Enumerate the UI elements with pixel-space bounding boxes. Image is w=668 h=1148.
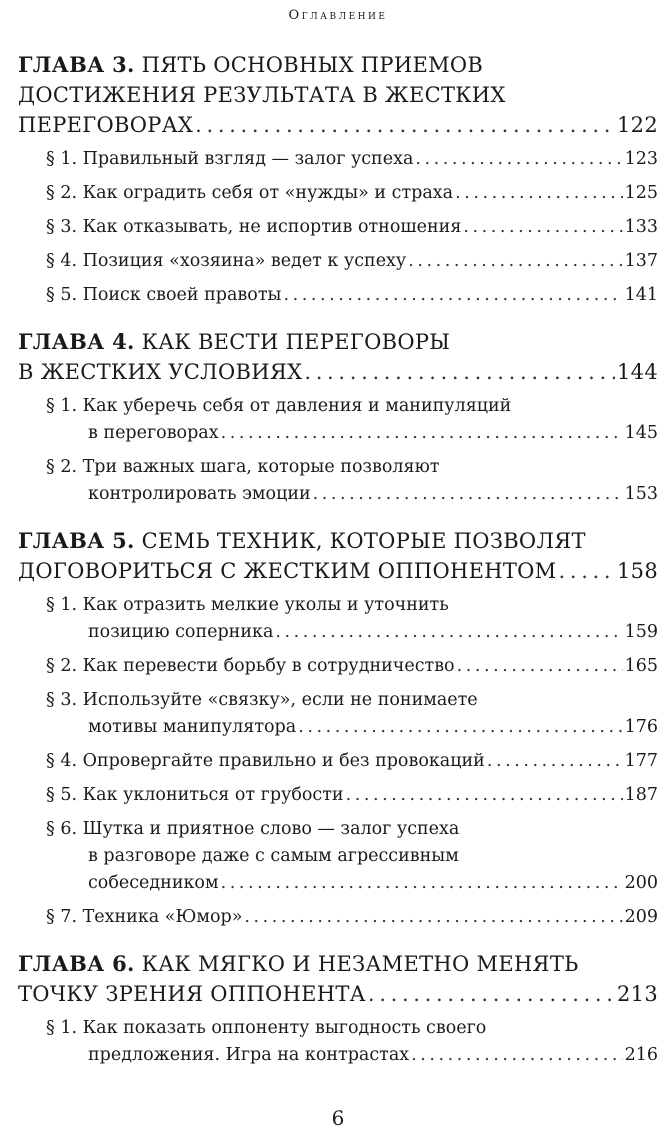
section-title-text: Как уберечь себя от давления и манипуляций bbox=[82, 396, 512, 416]
section-title-text: Как перевести борьбу в сотрудничество bbox=[82, 656, 455, 676]
chapter-entry bbox=[18, 50, 658, 309]
section-number: § 5. bbox=[46, 785, 78, 805]
chapter-page: 158 bbox=[617, 559, 658, 583]
chapter-title-text: ДОГОВОРИТЬСЯ С ЖЕСТКИМ ОППОНЕНТОМ bbox=[18, 559, 557, 583]
chapter-label: ГЛАВА 3. bbox=[18, 52, 135, 77]
section-number: § 4. bbox=[46, 751, 78, 771]
section-line bbox=[18, 1015, 658, 1042]
section-number: § 6. bbox=[46, 819, 78, 839]
section-entry bbox=[18, 782, 658, 809]
chapter-title-line bbox=[18, 110, 658, 140]
section-line bbox=[18, 393, 658, 420]
section-entry bbox=[18, 1015, 658, 1069]
dot-leader bbox=[346, 782, 623, 809]
section-title-text: в разговоре даже с самым агрессивным bbox=[88, 846, 459, 866]
section-number: § 3. bbox=[46, 690, 78, 710]
section-entry bbox=[18, 653, 658, 680]
section-page: 176 bbox=[624, 717, 658, 737]
chapter-page: 122 bbox=[617, 113, 658, 137]
section-line bbox=[18, 782, 658, 809]
dot-leader bbox=[487, 748, 623, 775]
dot-leader bbox=[455, 180, 623, 207]
section-line bbox=[18, 748, 658, 775]
chapter-page: 144 bbox=[617, 360, 658, 384]
section-title-text: Техника «Юмор» bbox=[82, 907, 243, 927]
section-title-text: предложения. Игра на контрастах bbox=[88, 1045, 410, 1065]
section-line bbox=[18, 282, 658, 309]
section-line bbox=[18, 146, 658, 173]
section-page: 137 bbox=[624, 251, 658, 271]
section-title-text: Как уклониться от грубости bbox=[82, 785, 344, 805]
section-title-text: Как оградить себя от «нужды» и страха bbox=[82, 183, 454, 203]
section-page: 216 bbox=[624, 1045, 658, 1065]
section-title-text: Как отразить мелкие уколы и уточнить bbox=[82, 595, 449, 615]
section-list bbox=[18, 146, 658, 309]
section-number: § 5. bbox=[46, 285, 78, 305]
section-number: § 2. bbox=[46, 457, 78, 477]
chapter-title-text: ДОСТИЖЕНИЯ РЕЗУЛЬТАТА В ЖЕСТКИХ bbox=[18, 83, 506, 107]
dot-leader bbox=[244, 904, 622, 931]
section-line bbox=[18, 180, 658, 207]
section-entry bbox=[18, 592, 658, 646]
chapter-title-line bbox=[18, 949, 658, 979]
chapter-entry bbox=[18, 949, 658, 1069]
section-page: 133 bbox=[624, 217, 658, 237]
dot-leader bbox=[457, 653, 623, 680]
section-page: 187 bbox=[624, 785, 658, 805]
section-number: § 3. bbox=[46, 217, 78, 237]
section-line bbox=[18, 653, 658, 680]
chapter-title-line bbox=[18, 357, 658, 387]
section-number: § 1. bbox=[46, 595, 78, 615]
section-title-text: контролировать эмоции bbox=[88, 484, 311, 504]
chapter-title-line bbox=[18, 80, 658, 110]
section-page: 165 bbox=[624, 656, 658, 676]
section-title-text: Правильный взгляд — залог успеха bbox=[82, 149, 414, 169]
section-number: § 2. bbox=[46, 183, 78, 203]
dot-leader bbox=[463, 214, 622, 241]
table-of-contents bbox=[18, 50, 658, 1087]
section-number: § 7. bbox=[46, 907, 78, 927]
section-line bbox=[18, 214, 658, 241]
section-line bbox=[18, 619, 658, 646]
section-title-text: Позиция «хозяина» ведет к успеху bbox=[82, 251, 407, 271]
section-page: 123 bbox=[624, 149, 658, 169]
section-line bbox=[18, 248, 658, 275]
section-page: 153 bbox=[624, 484, 658, 504]
chapter-title-text: КАК ВЕСТИ ПЕРЕГОВОРЫ bbox=[141, 330, 451, 354]
dot-leader bbox=[368, 979, 615, 1009]
section-entry bbox=[18, 904, 658, 931]
chapter-title-text: ПЯТЬ ОСНОВНЫХ ПРИЕМОВ bbox=[141, 53, 484, 77]
section-line bbox=[18, 687, 658, 714]
section-title-text: мотивы манипулятора bbox=[88, 717, 297, 737]
chapter-title-text: ПЕРЕГОВОРАХ bbox=[18, 113, 194, 137]
chapter-title-line bbox=[18, 556, 658, 586]
chapter-title-text: В ЖЕСТКИХ УСЛОВИЯХ bbox=[18, 360, 303, 384]
section-line bbox=[18, 816, 658, 843]
dot-leader bbox=[221, 870, 623, 897]
dot-leader bbox=[408, 248, 622, 275]
chapter-label: ГЛАВА 5. bbox=[18, 528, 135, 553]
section-entry bbox=[18, 214, 658, 241]
chapter-entry bbox=[18, 327, 658, 508]
dot-leader bbox=[298, 714, 622, 741]
section-title-text: Как показать оппоненту выгодность своего bbox=[82, 1018, 487, 1038]
dot-leader bbox=[283, 282, 622, 309]
chapter-entry bbox=[18, 526, 658, 931]
section-title-text: собеседником bbox=[88, 873, 219, 893]
section-title-text: позицию соперника bbox=[88, 622, 274, 642]
section-line bbox=[18, 870, 658, 897]
chapter-title-line bbox=[18, 50, 658, 80]
chapter-label: ГЛАВА 6. bbox=[18, 951, 135, 976]
section-list bbox=[18, 393, 658, 508]
book-page bbox=[18, 0, 658, 1148]
section-page: 200 bbox=[624, 873, 658, 893]
section-entry bbox=[18, 282, 658, 309]
chapter-label: ГЛАВА 4. bbox=[18, 329, 135, 354]
chapter-title-text: СЕМЬ ТЕХНИК, КОТОРЫЕ ПОЗВОЛЯТ bbox=[141, 529, 586, 553]
section-title-text: Три важных шага, которые позволяют bbox=[82, 457, 440, 477]
section-line bbox=[18, 592, 658, 619]
section-entry bbox=[18, 146, 658, 173]
section-page: 125 bbox=[624, 183, 658, 203]
chapter-title-line bbox=[18, 979, 658, 1009]
section-entry bbox=[18, 248, 658, 275]
section-number: § 2. bbox=[46, 656, 78, 676]
section-title-text: Шутка и приятное слово — залог успеха bbox=[82, 819, 460, 839]
dot-leader bbox=[304, 357, 615, 387]
dot-leader bbox=[415, 146, 622, 173]
section-entry bbox=[18, 393, 658, 447]
section-line bbox=[18, 420, 658, 447]
section-page: 209 bbox=[624, 907, 658, 927]
chapter-title-text: КАК МЯГКО И НЕЗАМЕТНО МЕНЯТЬ bbox=[141, 952, 579, 976]
section-title-text: Используйте «связку», если не понимаете bbox=[82, 690, 478, 710]
section-entry bbox=[18, 816, 658, 897]
section-list bbox=[18, 1015, 658, 1069]
dot-leader bbox=[275, 619, 622, 646]
section-number: § 1. bbox=[46, 396, 78, 416]
section-page: 141 bbox=[624, 285, 658, 305]
dot-leader bbox=[313, 481, 623, 508]
section-number: § 4. bbox=[46, 251, 78, 271]
section-number: § 1. bbox=[46, 149, 78, 169]
dot-leader bbox=[411, 1042, 622, 1069]
section-page: 177 bbox=[624, 751, 658, 771]
dot-leader bbox=[559, 556, 616, 586]
section-line bbox=[18, 454, 658, 481]
section-line bbox=[18, 481, 658, 508]
section-line bbox=[18, 714, 658, 741]
section-title-text: Поиск своей правоты bbox=[82, 285, 282, 305]
dot-leader bbox=[195, 110, 615, 140]
section-line bbox=[18, 904, 658, 931]
section-title-text: Опровергайте правильно и без провокаций bbox=[82, 751, 485, 771]
section-line bbox=[18, 1042, 658, 1069]
section-entry bbox=[18, 687, 658, 741]
running-head: Оглавление bbox=[288, 8, 388, 23]
chapter-title-line bbox=[18, 526, 658, 556]
chapter-page: 213 bbox=[617, 982, 658, 1006]
section-title-text: в переговорах bbox=[88, 423, 219, 443]
chapter-title-line bbox=[18, 327, 658, 357]
section-entry bbox=[18, 748, 658, 775]
section-page: 145 bbox=[624, 423, 658, 443]
chapter-title-text: ТОЧКУ ЗРЕНИЯ ОППОНЕНТА bbox=[18, 982, 366, 1006]
section-line bbox=[18, 843, 658, 870]
section-list bbox=[18, 592, 658, 931]
section-title-text: Как отказывать, не испортив отношения bbox=[82, 217, 462, 237]
section-number: § 1. bbox=[46, 1018, 78, 1038]
page-number: 6 bbox=[331, 1106, 345, 1130]
section-page: 159 bbox=[624, 622, 658, 642]
section-entry bbox=[18, 454, 658, 508]
section-entry bbox=[18, 180, 658, 207]
dot-leader bbox=[221, 420, 623, 447]
